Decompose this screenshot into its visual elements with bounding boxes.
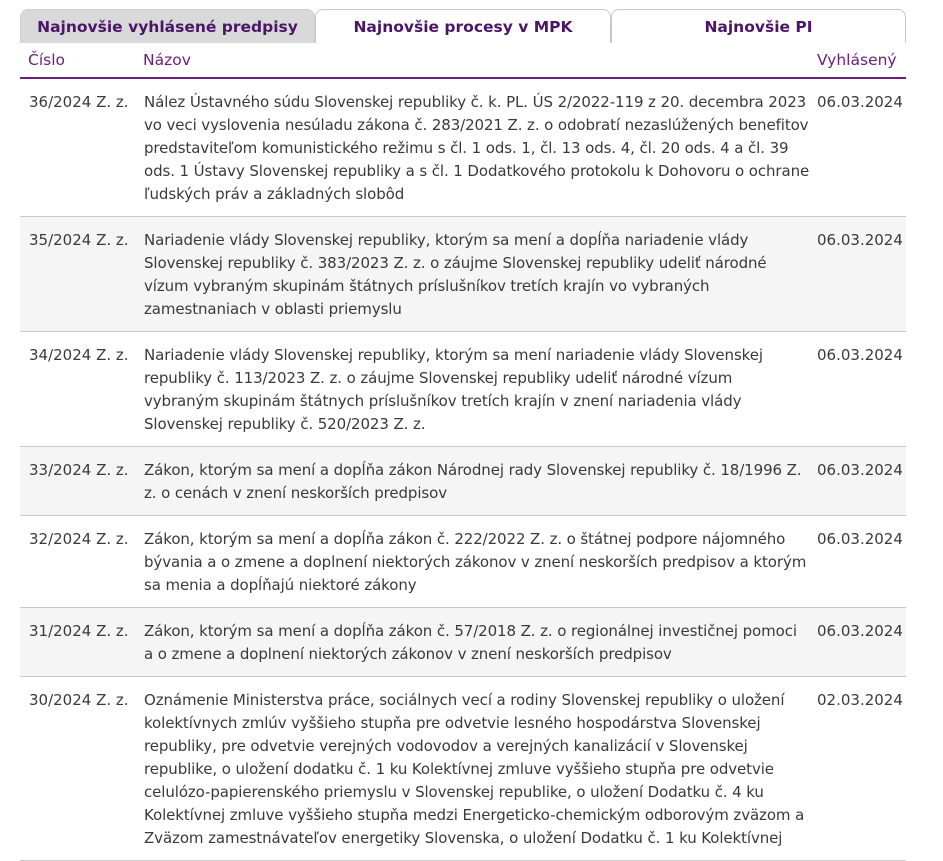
column-header-number: Číslo <box>28 51 65 69</box>
table-row[interactable] <box>20 447 906 516</box>
regulations-panel <box>20 9 906 861</box>
publication-date: 06.03.2024 <box>817 93 903 111</box>
regulation-title[interactable]: Nariadenie vlády Slovenskej republiky, ktorým sa mení a dopĺňa nariadenie vlády Slovenskej republiky č. 383/2023 Z. z. o záujme Slovenskej republiky udeliť národné vízum vybraným skupinám štátnych príslušníkov tretích krajín vo vybraných zamestnaniach v oblasti priemyslu <box>144 231 767 318</box>
regulation-number: 31/2024 Z. z. <box>29 622 129 640</box>
tab-latest-published-regulations[interactable]: Najnovšie vyhlásené predpisy <box>20 9 315 43</box>
regulation-number: 36/2024 Z. z. <box>29 93 129 111</box>
table-row[interactable] <box>20 677 906 861</box>
column-header-date: Vyhlásený <box>817 51 897 69</box>
regulation-number: 34/2024 Z. z. <box>29 346 129 364</box>
regulation-title[interactable]: Nariadenie vlády Slovenskej republiky, ktorým sa mení nariadenie vlády Slovenskej republiky č. 113/2023 Z. z. o záujme Slovenskej republiky udeliť národné vízum vybraným skupinám štátnych príslušníkov tretích krajín v znení nariadenia vlády Slovenskej republiky č. 520/2023 Z. z. <box>144 346 763 433</box>
regulation-number: 33/2024 Z. z. <box>29 461 129 479</box>
table-body <box>20 79 906 861</box>
regulation-title[interactable]: Zákon, ktorým sa mení a dopĺňa zákon č. 57/2018 Z. z. o regionálnej investičnej pomoci a o zmene a doplnení niektorých zákonov v znení neskorších predpisov <box>144 622 797 663</box>
tab-latest-pi[interactable]: Najnovšie PI <box>611 9 906 43</box>
table-row[interactable] <box>20 608 906 677</box>
regulation-title[interactable]: Oznámenie Ministerstva práce, sociálnych vecí a rodiny Slovenskej republiky o uložení kolektívnych zmlúv vyššieho stupňa pre odvetvie lesného hospodárstva Slovenskej republiky, pre odvetvie verejných vodovodov a verejných kanalizácií v Slovenskej republike, o uložení dodatku č. 1 ku Kolektívnej zmluve vyššieho stupňa pre odvetvie celulózo-papierenského priemyslu v Slovenskej republike, o uložení Dodatku č. 4 ku Kolektívnej zmluve vyššieho stupňa medzi Energeticko-chemickým odborovým zväzom a Zväzom zamestnávateľov energetiky Slovenska, o uložení Dodatku č. 1 ku Kolektívnej <box>144 691 805 847</box>
regulation-title[interactable]: Nález Ústavného súdu Slovenskej republiky č. k. PL. ÚS 2/2022-119 z 20. decembra 2023 vo veci vyslovenia nesúladu zákona č. 283/2021 Z. z. o odobratí nezaslúžených benefitov predstaviteľom komunistického režimu s čl. 1 ods. 1, čl. 13 ods. 4, čl. 20 ods. 4 a čl. 39 ods. 1 Ústavy Slovenskej republiky a s čl. 1 Dodatkového protokolu k Dohovoru o ochrane ľudských práv a základných slobôd <box>144 93 810 203</box>
publication-date: 06.03.2024 <box>817 346 903 364</box>
publication-date: 06.03.2024 <box>817 530 903 548</box>
publication-date: 06.03.2024 <box>817 622 903 640</box>
table-row[interactable] <box>20 79 906 217</box>
regulation-number: 35/2024 Z. z. <box>29 231 129 249</box>
tab-latest-mpk-processes[interactable]: Najnovšie procesy v MPK <box>315 9 611 43</box>
table-row[interactable] <box>20 332 906 447</box>
table-row[interactable] <box>20 217 906 332</box>
regulation-number: 32/2024 Z. z. <box>29 530 129 548</box>
regulation-number: 30/2024 Z. z. <box>29 691 129 709</box>
regulation-title[interactable]: Zákon, ktorým sa mení a dopĺňa zákon Národnej rady Slovenskej republiky č. 18/1996 Z. z. o cenách v znení neskorších predpisov <box>144 461 802 502</box>
publication-date: 02.03.2024 <box>817 691 903 709</box>
publication-date: 06.03.2024 <box>817 461 903 479</box>
publication-date: 06.03.2024 <box>817 231 903 249</box>
column-header-name: Názov <box>143 51 191 69</box>
table-row[interactable] <box>20 516 906 608</box>
regulation-title[interactable]: Zákon, ktorým sa mení a dopĺňa zákon č. 222/2022 Z. z. o štátnej podpore nájomného bývania a o zmene a doplnení niektorých zákonov v znení neskorších predpisov a ktorým sa menia a dopĺňajú niektoré zákony <box>144 530 807 594</box>
tab-bar <box>20 9 906 43</box>
table-header <box>20 43 906 79</box>
